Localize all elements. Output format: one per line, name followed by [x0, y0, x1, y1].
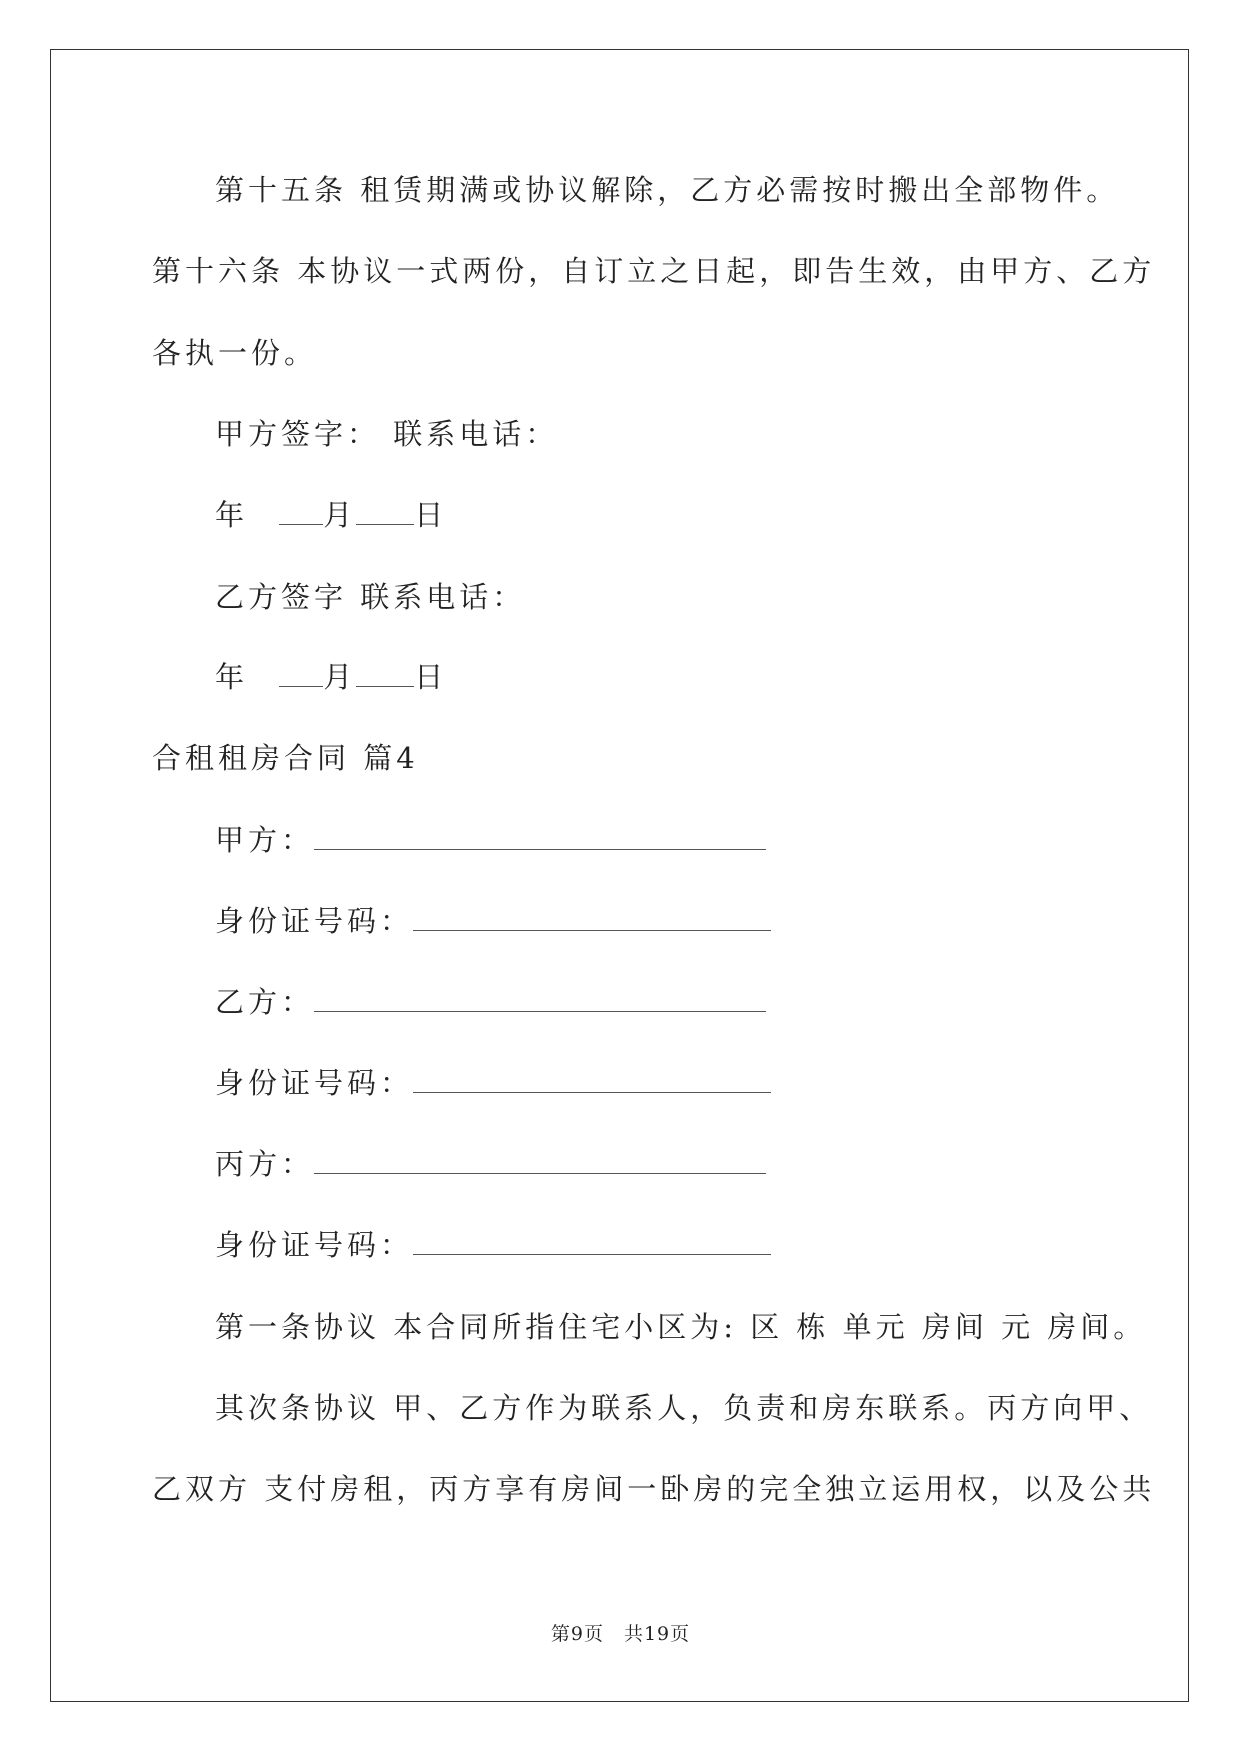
field-label: 乙方：: [215, 985, 315, 1019]
clause-2-line2: 乙双方 支付房租，丙方享有房间一卧房的完全独立运用权，以及公共: [152, 1472, 1156, 1506]
party-c-id-blank: [413, 1232, 771, 1255]
field-party-b-id: [215, 1066, 771, 1100]
party-a-id-blank: [413, 908, 771, 931]
field-party-b: [215, 985, 766, 1019]
field-label: 身份证号码：: [215, 1228, 414, 1262]
field-party-a-id: [215, 904, 771, 938]
field-party-c: [215, 1147, 766, 1181]
day-blank: [356, 664, 414, 687]
date-line-b: [215, 660, 448, 694]
clause-16-line2: 各执一份。: [152, 336, 318, 370]
day-blank: [356, 502, 414, 525]
party-b-signature: 乙方签字 联系电话：: [215, 580, 526, 614]
clause-2-line1: 其次条协议 甲、乙方作为联系人，负责和房东联系。丙方向甲、: [215, 1391, 1153, 1425]
clause-15: 第十五条 租赁期满或协议解除，乙方必需按时搬出全部物件。: [215, 173, 1120, 207]
field-party-a: [215, 823, 766, 857]
day-label: 日: [414, 498, 448, 532]
month-label: 月: [323, 660, 357, 694]
field-label: 身份证号码：: [215, 1066, 414, 1100]
month-blank: [279, 664, 323, 687]
field-label: 身份证号码：: [215, 904, 414, 938]
year-label: 年: [215, 498, 249, 532]
month-label: 月: [323, 498, 357, 532]
month-blank: [279, 502, 323, 525]
clause-1: 第一条协议 本合同所指住宅小区为: 区 栋 单元 房间 元 房间。: [215, 1310, 1147, 1344]
party-b-id-blank: [413, 1070, 771, 1093]
clause-16-line1: 第十六条 本协议一式两份，自订立之日起，即告生效，由甲方、乙方: [152, 254, 1156, 288]
party-b-blank: [314, 989, 766, 1012]
year-label: 年: [215, 660, 249, 694]
date-line-a: [215, 498, 448, 532]
day-label: 日: [414, 660, 448, 694]
field-party-c-id: [215, 1228, 771, 1262]
field-label: 甲方：: [215, 823, 315, 857]
party-a-blank: [314, 827, 766, 850]
page-border: [50, 49, 1189, 1702]
field-label: 丙方：: [215, 1147, 315, 1181]
section-heading: 合租租房合同 篇4: [152, 741, 419, 775]
party-c-blank: [314, 1151, 766, 1174]
party-a-signature: 甲方签字： 联系电话：: [215, 417, 559, 451]
page-footer: 第9页 共19页: [550, 1623, 691, 1645]
